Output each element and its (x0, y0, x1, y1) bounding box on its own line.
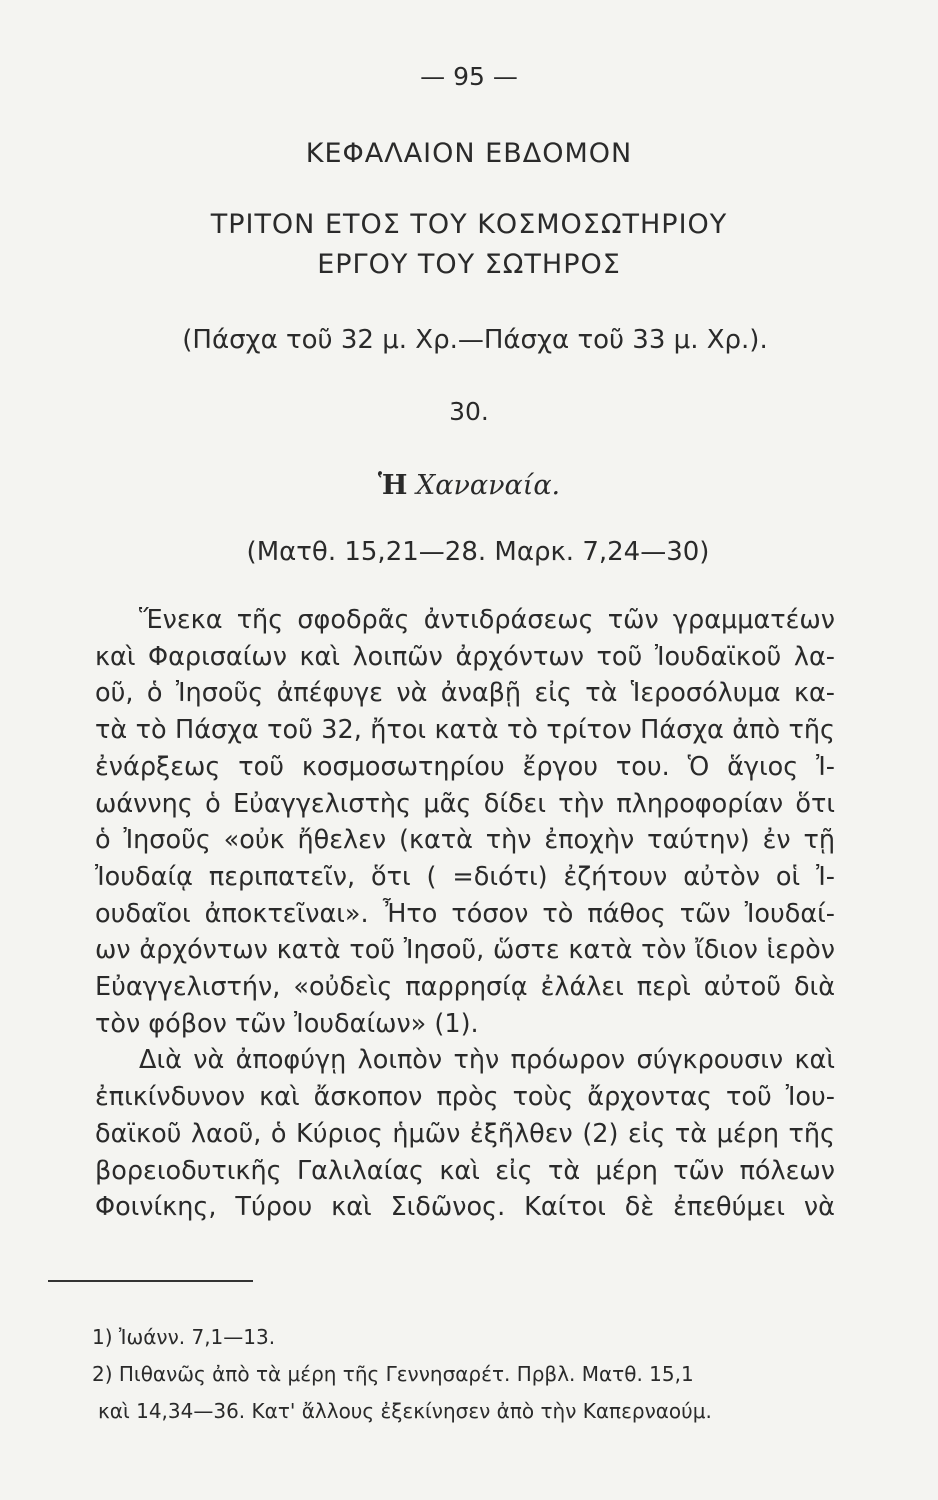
text-line: τὸν φόβον τῶν Ἰουδαίων» (1). (95, 1008, 479, 1039)
text-line: ωάννης ὁ Εὐαγγελιστὴς μᾶς δίδει τὴν πληροφορίαν ὅτι (95, 788, 835, 819)
text-line: οῦ, ὁ Ἰησοῦς ἀπέφυγε νὰ ἀναβῇ εἰς τὰ Ἱεροσόλυμα κα- (95, 678, 835, 709)
section-title (0, 470, 938, 501)
text-line: Ἕνεκα τῆς σφοδρᾶς ἀντιδράσεως τῶν γραμματέων (139, 605, 835, 635)
body-text (95, 602, 835, 1226)
footnote: 2) Πιθανῶς ἀπὸ τὰ μέρη τῆς Γεννησαρέτ. Πρβλ. Ματθ. 15,1 (92, 1362, 694, 1386)
section-number: 30. (449, 397, 489, 426)
chapter-title-line: ΕΡΓΟΥ ΤΟΥ ΣΩΤΗΡΟΣ (317, 249, 621, 280)
text-line: ἐπικίνδυνον καὶ ἄσκοπον πρὸς τοὺς ἄρχοντας τοῦ Ἰου- (95, 1082, 835, 1113)
text-line: Διὰ νὰ ἀποφύγῃ λοιπὸν τὴν πρόωρον σύγκρουσιν καὶ (139, 1045, 835, 1076)
text-line: ὁ Ἰησοῦς «οὐκ ἤθελεν (κατὰ τὴν ἐποχὴν ταύτην) ἐν τῇ (95, 825, 835, 856)
text-line: Εὐαγγελιστήν, «οὐδεὶς παρρησίᾳ ἐλάλει περὶ αὐτοῦ διὰ (95, 972, 835, 1003)
text-line: δαϊκοῦ λαοῦ, ὁ Κύριος ἡμῶν ἐξῆλθεν (2) εἰς τὰ μέρη τῆς (95, 1118, 835, 1149)
text-line: τὰ τὸ Πάσχα τοῦ 32, ἤτοι κατὰ τὸ τρίτον Πάσχα ἀπὸ τῆς (95, 715, 835, 746)
text-line: ἐνάρξεως τοῦ κοσμοσωτηρίου ἔργου του. Ὁ ἅγιος Ἰ- (95, 751, 835, 782)
paragraph (95, 602, 835, 1042)
section-title-name: Χαναναία. (415, 470, 561, 501)
paragraph (95, 1042, 835, 1226)
section-title-article: Ἡ (377, 470, 408, 501)
text-line: βορειοδυτικῆς Γαλιλαίας καὶ εἰς τὰ μέρη τῶν πόλεων (95, 1155, 835, 1186)
text-line: Ἰουδαίᾳ περιπατεῖν, ὅτι ( =διότι) ἐζήτουν αὐτὸν οἱ Ἰ- (95, 861, 835, 892)
text-line: ουδαῖοι ἀποκτεῖναι». Ἦτο τόσον τὸ πάθος τῶν Ἰουδαί- (95, 898, 835, 929)
chapter-heading: ΚΕΦΑΛΑΙΟΝ ΕΒΔΟΜΟΝ (305, 138, 633, 169)
page-number: — 95 — (420, 62, 518, 91)
text-line: Φοινίκης, Τύρου καὶ Σιδῶνος. Καίτοι δὲ ἐπεθύμει νὰ (95, 1192, 835, 1223)
footnote-continuation: καὶ 14,34—36. Κατ' ἄλλους ἐξεκίνησεν ἀπὸ τὴν Καπερναούμ. (98, 1399, 712, 1423)
chapter-title-line: ΤΡΙΤΟΝ ΕΤΟΣ ΤΟΥ ΚΟΣΜΟΣΩΤΗΡΙΟΥ (210, 209, 728, 240)
footnotes (92, 1319, 832, 1430)
footnote-divider (48, 1280, 253, 1282)
date-range: (Πάσχα τοῦ 32 μ. Χρ.—Πάσχα τοῦ 33 μ. Χρ.). (182, 325, 768, 355)
text-line: ων ἀρχόντων κατὰ τοῦ Ἰησοῦ, ὥστε κατὰ τὸν ἴδιον ἱερὸν (95, 935, 835, 966)
text-line: καὶ Φαρισαίων καὶ λοιπῶν ἀρχόντων τοῦ Ἰουδαϊκοῦ λα- (95, 641, 835, 672)
chapter-title (0, 205, 938, 285)
scripture-references: (Ματθ. 15,21—28. Μαρκ. 7,24—30) (246, 537, 710, 567)
footnote: 1) Ἰωάνν. 7,1—13. (92, 1325, 276, 1349)
